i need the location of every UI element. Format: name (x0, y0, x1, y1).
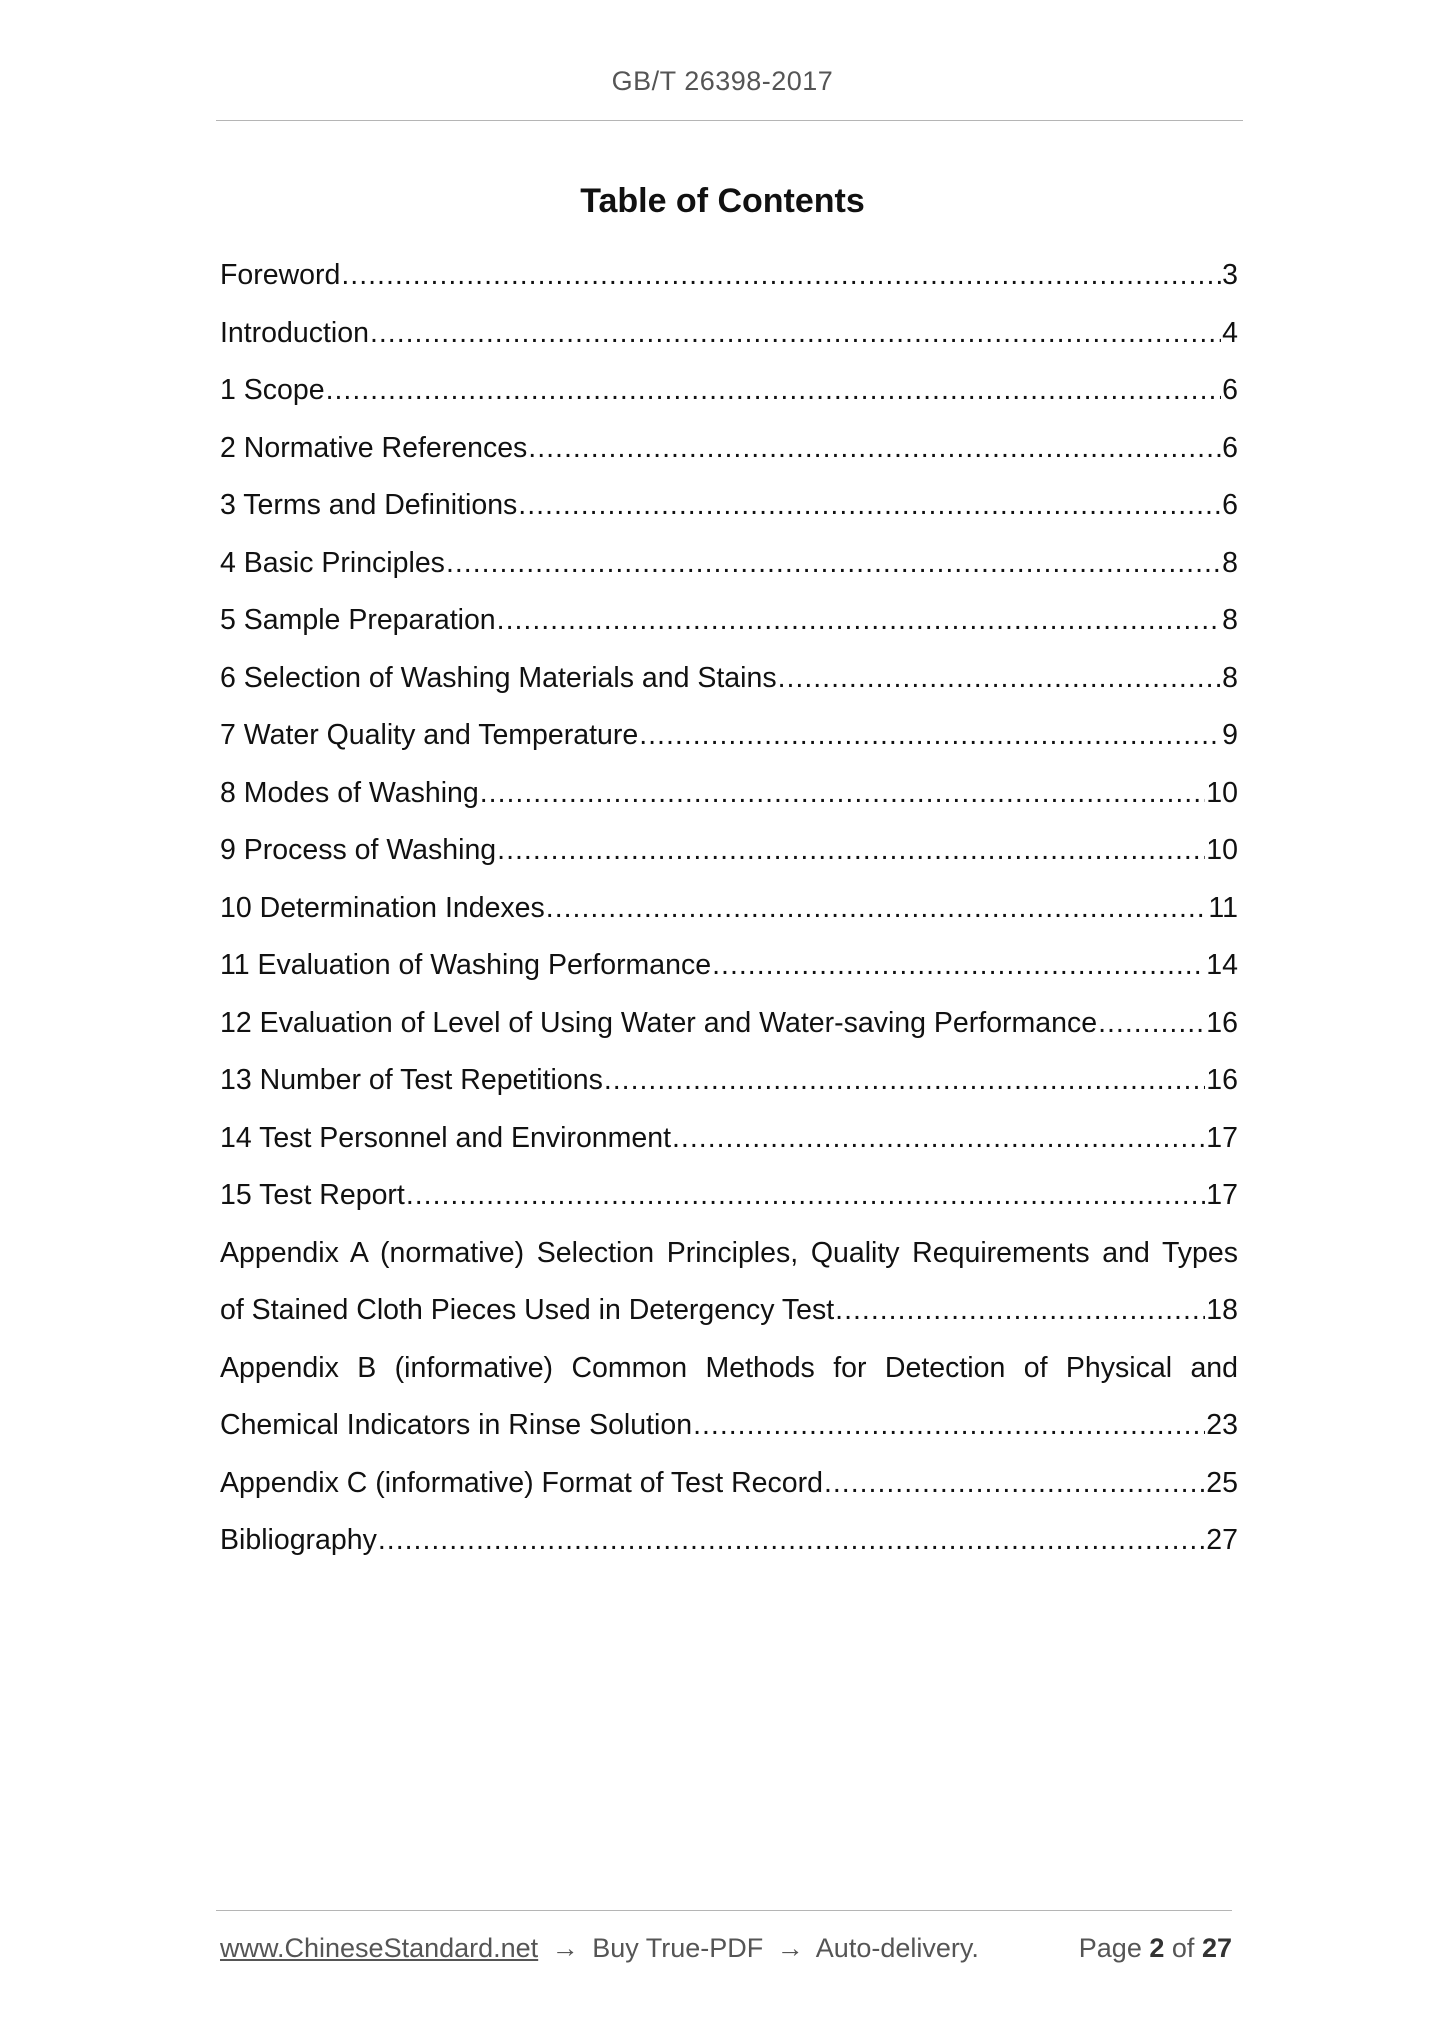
page-indicator (1079, 1933, 1232, 1964)
toc-entry-label-line2: of Stained Cloth Pieces Used in Detergency Test (220, 1294, 835, 1326)
toc-entry-label: 12 Evaluation of Level of Using Water and Water-saving Performance (220, 1006, 1098, 1039)
toc-entry-page: 9 (1222, 719, 1238, 751)
toc-entry-determination-indexes[interactable] (220, 880, 1238, 938)
footer-promo (220, 1933, 979, 1964)
toc-entry-label: Bibliography (220, 1524, 377, 1556)
leader-dots (480, 765, 1206, 823)
toc-entry-page: 11 (1208, 891, 1238, 924)
leader-dots (1098, 995, 1205, 1053)
leader-dots (370, 305, 1221, 363)
toc-entry-water-saving-performance[interactable] (220, 995, 1238, 1053)
toc-entry-last-line (220, 1282, 1238, 1340)
toc-entry-page: 4 (1222, 316, 1238, 349)
leader-dots (446, 535, 1221, 593)
leader-dots (835, 1282, 1205, 1340)
toc-entry-label: 2 Normative References (220, 431, 528, 464)
current-page-number: 2 (1149, 1933, 1165, 1963)
toc-entry-label: Appendix C (informative) Format of Test Record (220, 1466, 823, 1499)
delivery-text: Auto-delivery. (815, 1933, 979, 1963)
site-link[interactable]: www.ChineseStandard.net (220, 1933, 539, 1963)
toc-entry-page: 14 (1206, 949, 1238, 981)
toc-title: Table of Contents (580, 182, 865, 220)
toc-entry-label: 14 Test Personnel and Environment (220, 1121, 672, 1154)
page-word: Page (1078, 1933, 1142, 1963)
toc-entry-label: 15 Test Report (220, 1179, 405, 1211)
leader-dots (518, 477, 1221, 535)
toc-entry-washing-materials[interactable] (220, 650, 1238, 708)
toc-entry-introduction[interactable] (220, 305, 1238, 363)
leader-dots (712, 937, 1205, 995)
toc-entry-page: 10 (1206, 834, 1238, 866)
toc-entry-page: 16 (1206, 1064, 1238, 1096)
toc-entry-appendix-a[interactable] (220, 1225, 1238, 1340)
toc-entry-label: Introduction (220, 316, 369, 349)
buy-text: Buy True-PDF (592, 1933, 764, 1963)
toc-entry-modes-of-washing[interactable] (220, 765, 1238, 823)
leader-dots (693, 1397, 1205, 1455)
toc-entry-label: 8 Modes of Washing (220, 776, 479, 809)
toc-entry-page: 27 (1206, 1524, 1238, 1556)
toc-entry-process-of-washing[interactable] (220, 822, 1238, 880)
toc-entry-page: 25 (1206, 1466, 1238, 1499)
toc-entry-bibliography[interactable] (220, 1512, 1238, 1570)
toc-entry-page: 6 (1222, 374, 1238, 406)
leader-dots (341, 247, 1221, 305)
toc-entry-page: 8 (1222, 661, 1238, 694)
toc-entry-label: 10 Determination Indexes (220, 891, 545, 924)
toc-entry-appendix-b[interactable] (220, 1340, 1238, 1455)
toc-entry-page: 16 (1206, 1006, 1238, 1039)
toc-entry-label: 11 Evaluation of Washing Performance (220, 949, 712, 981)
toc-entry-page: 17 (1206, 1121, 1238, 1154)
table-of-contents (220, 247, 1238, 1570)
arrow-right-icon: → (776, 1933, 804, 1963)
toc-entry-washing-performance[interactable] (220, 937, 1238, 995)
leader-dots (528, 420, 1221, 478)
leader-dots (326, 362, 1222, 420)
toc-entry-page: 6 (1222, 489, 1238, 521)
leader-dots (639, 707, 1221, 765)
toc-entry-sample-preparation[interactable] (220, 592, 1238, 650)
total-pages: 27 (1201, 1933, 1232, 1963)
toc-entry-label-line2: Chemical Indicators in Rinse Solution (220, 1409, 693, 1441)
toc-entry-page: 17 (1206, 1179, 1238, 1211)
toc-entry-scope[interactable] (220, 362, 1238, 420)
leader-dots (546, 880, 1208, 938)
leader-dots (406, 1167, 1205, 1225)
toc-entry-last-line (220, 1397, 1238, 1455)
toc-entry-label: 9 Process of Washing (220, 834, 497, 866)
leader-dots (672, 1110, 1205, 1168)
toc-entry-page: 18 (1206, 1294, 1238, 1326)
leader-dots (378, 1512, 1205, 1570)
toc-entry-label-line1: Appendix A (normative) Selection Principles, Quality Requirements and Types (220, 1236, 1238, 1269)
toc-entry-normative-references[interactable] (220, 420, 1238, 478)
toc-entry-label: 3 Terms and Definitions (220, 489, 518, 521)
toc-entry-label: 13 Number of Test Repetitions (220, 1064, 603, 1096)
toc-entry-label: 7 Water Quality and Temperature (220, 719, 639, 751)
toc-entry-page: 3 (1222, 259, 1238, 291)
of-word: of (1171, 1933, 1195, 1963)
toc-entry-test-repetitions[interactable] (220, 1052, 1238, 1110)
toc-entry-terms-and-definitions[interactable] (220, 477, 1238, 535)
leader-dots (778, 650, 1222, 708)
leader-dots (497, 822, 1205, 880)
toc-entry-page: 8 (1222, 546, 1238, 579)
toc-entry-label: 5 Sample Preparation (220, 604, 496, 636)
toc-entry-page: 8 (1222, 604, 1238, 636)
toc-entry-water-quality[interactable] (220, 707, 1238, 765)
toc-entry-page: 6 (1222, 431, 1238, 464)
toc-entry-page: 23 (1206, 1409, 1238, 1441)
toc-entry-label: 6 Selection of Washing Materials and Stains (220, 661, 777, 694)
toc-entry-label: 1 Scope (220, 374, 325, 406)
leader-dots (604, 1052, 1205, 1110)
leader-dots (824, 1455, 1205, 1513)
toc-entry-label-line1: Appendix B (informative) Common Methods for Detection of Physical and (220, 1351, 1238, 1384)
toc-entry-label: 4 Basic Principles (220, 546, 445, 579)
header-divider (216, 120, 1243, 121)
footer-divider (216, 1910, 1232, 1911)
toc-entry-basic-principles[interactable] (220, 535, 1238, 593)
toc-entry-page: 10 (1206, 776, 1238, 809)
document-code-header: GB/T 26398-2017 (611, 66, 834, 96)
toc-entry-label: Foreword (220, 259, 341, 291)
toc-entry-test-personnel[interactable] (220, 1110, 1238, 1168)
leader-dots (497, 592, 1221, 650)
toc-entry-appendix-c[interactable] (220, 1455, 1238, 1513)
arrow-right-icon: → (551, 1933, 579, 1963)
toc-entry-foreword[interactable] (220, 247, 1238, 305)
toc-entry-test-report[interactable] (220, 1167, 1238, 1225)
